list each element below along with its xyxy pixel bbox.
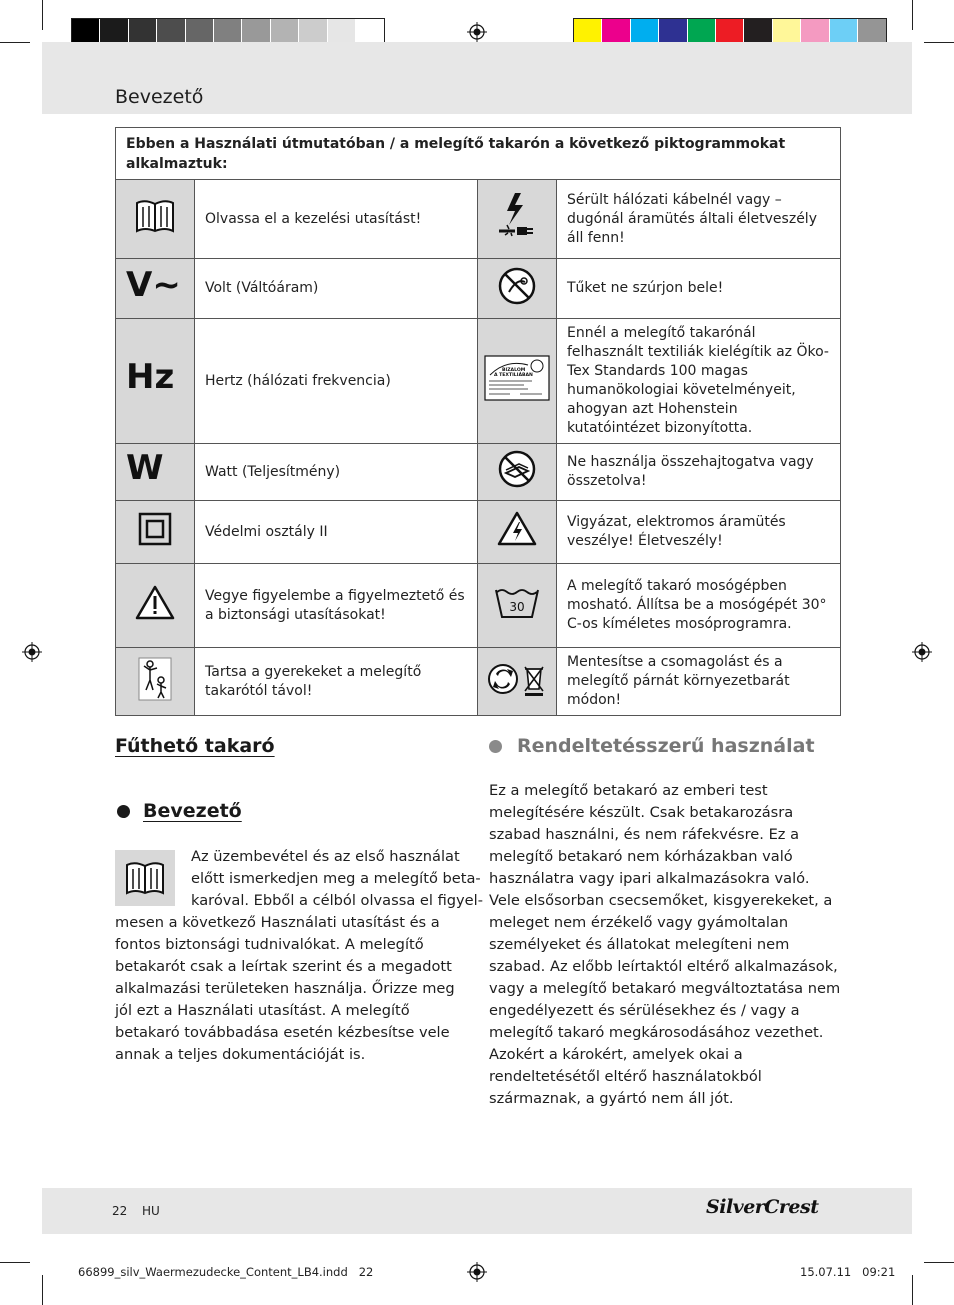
- book-icon: [134, 197, 176, 235]
- table-header: Ebben a Használati útmutatóban / a melegítő takarón a következő piktogrammokat alkalmaztuk:: [116, 128, 841, 180]
- brand-logo: SilverCrest: [706, 1196, 819, 1218]
- table-row: Tartsa a gyerekeket a melegítő takarótól távol! Mentesítse a csomagolást és a melegítő párnát környezetbarát módon!: [116, 648, 841, 716]
- intro-line-3: karóval. Ebből a célból olvassa el figyel-: [191, 892, 483, 909]
- no-pins-icon: [497, 266, 537, 306]
- oeko-label-1: BIZALOM: [502, 368, 526, 373]
- oeko-label-2: A TEXTILIÁBAN: [494, 373, 533, 378]
- watt-symbol: W: [126, 448, 164, 488]
- warning-icon: [134, 584, 176, 622]
- table-row: Hz Hertz (hálózati frekvencia) BIZALOM A TEXTILIÁBAN Ennél a melegítő takarónál felhasznált textiliák kielégítik az Öko-Tex Standards 100 magas humanökologiai követelményeit, ahogyan azt Hohenstein kutatóintézet bizonyította.: [116, 319, 841, 444]
- hertz-symbol: Hz: [126, 357, 175, 397]
- volt-symbol: V~: [126, 264, 181, 305]
- slug-file-info: 66899_silv_Waermezudecke_Content_LB4.indd 22: [78, 1265, 374, 1279]
- language-code: HU: [142, 1204, 160, 1218]
- registration-mark-bottom-icon: [467, 1262, 487, 1282]
- product-title: Fűthető takaró: [115, 735, 275, 757]
- book-icon: [123, 859, 167, 897]
- wash-temperature: 30: [509, 599, 525, 614]
- slug-date: 15.07.11 09:21: [800, 1265, 896, 1279]
- page-number: 22: [112, 1204, 128, 1218]
- no-fold-icon: [497, 449, 537, 489]
- table-row: W Watt (Teljesítmény) Ne használja összehajtogatva vagy összetolva!: [116, 444, 841, 501]
- recycle-icon: [487, 661, 547, 697]
- book-pictogram: [115, 850, 175, 906]
- electric-hazard-icon: [496, 510, 538, 548]
- section-title-intro: Bevezető: [143, 800, 242, 822]
- damaged-cable-icon: [495, 191, 539, 241]
- child-warning-icon: [137, 656, 173, 702]
- bullet-icon: [489, 740, 502, 753]
- intro-paragraph: mesen a következő Használati utasítást és a fontos biztonsági tudnivalókat. A melegítő betakarót csak a leírtak szerint és a megadott alkalmazási területeken használja. Őrizze meg jól ezt a Használati utasítást. A melegítő betakaró továbbadása esetén kézbesítse vele annak a teljes dokumentációját is.: [115, 914, 455, 1063]
- intro-line-2: előtt ismerkedjen meg a melegítő beta-: [191, 870, 481, 887]
- intended-use-paragraph: Ez a melegítő betakaró az emberi test melegítésére készült. Csak betakarozásra szabad használni, és nem ráfekvésre. Ez a melegítő betakaró nem kórházakban való használatra vagy ipari alkalmazásokra való. Vele elsősorban csecsemőket, kisgyerekeket, a meleget nem érzékelő vagy gyámoltalan személyeket és állatokat melegíteni nem szabad. Az előbb leírtaktól eltérő alkalmazások, vagy a melegítő betakaró megváltoztatása nem engedélyezett és sérülésekhez és / vagy a melegítő takaró megkárosodásához vezethet. Azokért a károkért, amelyek okai a rendeltetésétől eltérő használatokból származnak, a gyártó nem áll jót.: [489, 782, 841, 1107]
- table-row: Védelmi osztály II Vigyázat, elektromos áramütés veszélye! Életveszély!: [116, 501, 841, 564]
- table-row: V~ Volt (Váltóáram) Tűket ne szúrjon bele!: [116, 259, 841, 319]
- page-title: Bevezető: [115, 86, 204, 108]
- registration-mark-top-icon: [467, 22, 487, 42]
- intro-line-1: Az üzembevétel és az első használat: [191, 848, 460, 865]
- table-row: Olvassa el a kezelési utasítást! Sérült hálózati kábelnél vagy –dugónál áramütés általi életveszély áll fenn!: [116, 180, 841, 259]
- section-title-intended-use: Rendeltetésszerű használat: [517, 735, 815, 757]
- table-row: Vegye figyelembe a figyelmeztető és a biztonsági utasításokat! 30 A melegítő takaró mosógépben mosható. Állítsa be a mosógépét 30° C-os kíméletes mosóprogramra.: [116, 564, 841, 648]
- bullet-icon: [117, 805, 130, 818]
- oeko-tex-icon: [484, 355, 550, 401]
- pictogram-table: [115, 127, 841, 716]
- protection-class-ii-icon: [138, 512, 172, 546]
- registration-mark-left-icon: [22, 642, 42, 662]
- registration-mark-right-icon: [912, 642, 932, 662]
- wash-30-icon: [494, 586, 540, 620]
